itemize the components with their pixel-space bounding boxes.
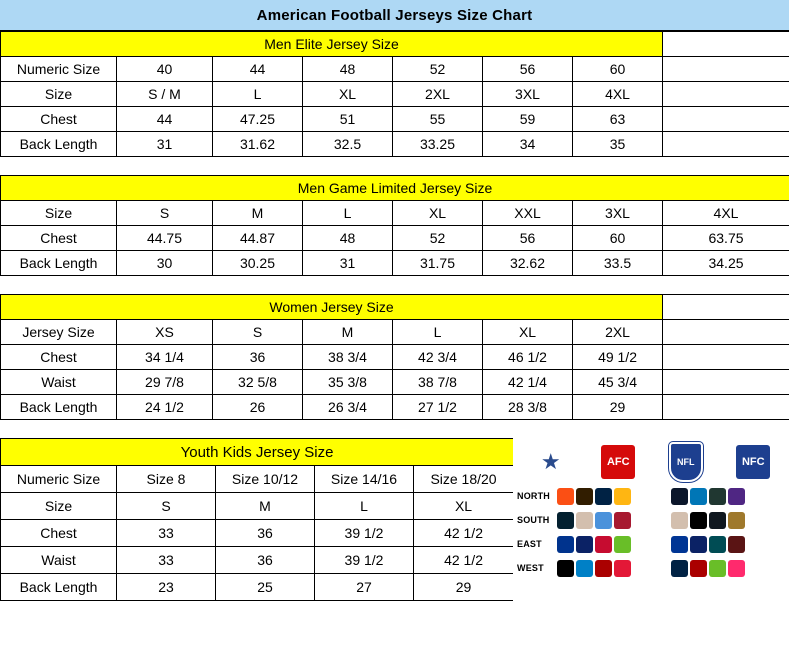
cell: 34 bbox=[483, 132, 573, 157]
filler-cell bbox=[663, 295, 789, 320]
cell: 56 bbox=[483, 226, 573, 251]
section-heading-men-game-limited: Men Game Limited Jersey Size bbox=[1, 176, 789, 201]
cell: L bbox=[213, 82, 303, 107]
conference-header-row bbox=[517, 442, 787, 482]
nfc-south-teams bbox=[671, 512, 779, 529]
team-logo-icon bbox=[557, 536, 574, 553]
team-logo-icon bbox=[709, 512, 726, 529]
afc-south-teams bbox=[557, 512, 665, 529]
cell: 38 3/4 bbox=[303, 345, 393, 370]
section-spacer bbox=[0, 276, 789, 294]
division-label: WEST bbox=[517, 563, 544, 573]
team-logo-icon bbox=[709, 488, 726, 505]
cell: 42 3/4 bbox=[393, 345, 483, 370]
cell: 47.25 bbox=[213, 107, 303, 132]
filler-cell bbox=[663, 345, 789, 370]
table-row bbox=[1, 370, 789, 395]
table-row bbox=[1, 395, 789, 420]
section-spacer bbox=[0, 420, 789, 438]
cell: 32 5/8 bbox=[213, 370, 303, 395]
cell: 49 1/2 bbox=[573, 345, 663, 370]
women-table bbox=[0, 294, 789, 420]
filler-cell bbox=[663, 132, 789, 157]
cell: 30 bbox=[117, 251, 213, 276]
cell: XL bbox=[414, 493, 514, 520]
cell: 39 1/2 bbox=[315, 547, 414, 574]
cell: 23 bbox=[117, 574, 216, 601]
team-logo-icon bbox=[709, 536, 726, 553]
cell: 44.75 bbox=[117, 226, 213, 251]
filler-cell bbox=[663, 57, 789, 82]
team-logo-icon bbox=[671, 512, 688, 529]
row-label: Numeric Size bbox=[1, 57, 117, 82]
chart-title-bar bbox=[0, 0, 789, 31]
division-label: SOUTH bbox=[517, 515, 550, 525]
cell: 35 bbox=[573, 132, 663, 157]
cell: M bbox=[216, 493, 315, 520]
cell: 27 1/2 bbox=[393, 395, 483, 420]
cell: 29 7/8 bbox=[117, 370, 213, 395]
youth-kids-table bbox=[0, 438, 514, 601]
page-title: American Football Jerseys Size Chart bbox=[256, 6, 533, 24]
filler-cell bbox=[663, 32, 789, 57]
cell: 25 bbox=[216, 574, 315, 601]
cell: 4XL bbox=[573, 82, 663, 107]
team-logo-icon bbox=[576, 512, 593, 529]
section-heading-men-elite: Men Elite Jersey Size bbox=[1, 32, 663, 57]
cell: 42 1/4 bbox=[483, 370, 573, 395]
row-label: Numeric Size bbox=[1, 466, 117, 493]
cell: M bbox=[303, 320, 393, 345]
table-row bbox=[1, 82, 789, 107]
nfc-west-teams bbox=[671, 560, 779, 577]
cell: 26 3/4 bbox=[303, 395, 393, 420]
cell: 33.25 bbox=[393, 132, 483, 157]
section-spacer bbox=[0, 157, 789, 175]
cell: 32.62 bbox=[483, 251, 573, 276]
cell: 31.62 bbox=[213, 132, 303, 157]
team-logo-icon bbox=[671, 560, 688, 577]
table-row bbox=[1, 251, 789, 276]
cell: 35 3/8 bbox=[303, 370, 393, 395]
cell: 24 1/2 bbox=[117, 395, 213, 420]
cell: 44 bbox=[117, 107, 213, 132]
division-label: NORTH bbox=[517, 491, 550, 501]
cell: 39 1/2 bbox=[315, 520, 414, 547]
team-logo-icon bbox=[709, 560, 726, 577]
cell: 28 3/8 bbox=[483, 395, 573, 420]
table-row bbox=[1, 466, 514, 493]
table-row bbox=[1, 201, 789, 226]
filler-cell bbox=[663, 82, 789, 107]
row-label: Back Length bbox=[1, 574, 117, 601]
nfc-north-teams bbox=[671, 488, 779, 505]
filler-cell bbox=[663, 320, 789, 345]
afc-logo-icon: AFC bbox=[601, 445, 635, 479]
cell: 26 bbox=[213, 395, 303, 420]
youth-table-wrapper bbox=[0, 438, 513, 601]
filler-cell bbox=[663, 370, 789, 395]
team-logo-icon bbox=[690, 536, 707, 553]
team-logo-icon bbox=[728, 488, 745, 505]
nfc-east-teams bbox=[671, 536, 779, 553]
table-row bbox=[1, 132, 789, 157]
table-row bbox=[1, 345, 789, 370]
team-logo-icon bbox=[576, 488, 593, 505]
cell: Size 14/16 bbox=[315, 466, 414, 493]
row-label: Chest bbox=[1, 226, 117, 251]
cell: 29 bbox=[573, 395, 663, 420]
row-label: Chest bbox=[1, 107, 117, 132]
cell: 34 1/4 bbox=[117, 345, 213, 370]
cell: 33.5 bbox=[573, 251, 663, 276]
afc-north-teams bbox=[557, 488, 665, 505]
cell: 40 bbox=[117, 57, 213, 82]
cell: Size 10/12 bbox=[216, 466, 315, 493]
team-logo-icon bbox=[595, 560, 612, 577]
afc-west-teams bbox=[557, 560, 665, 577]
cell: 48 bbox=[303, 226, 393, 251]
cell: 33 bbox=[117, 520, 216, 547]
afc-east-teams bbox=[557, 536, 665, 553]
cell: 36 bbox=[213, 345, 303, 370]
team-logo-icon bbox=[671, 488, 688, 505]
division-row-north bbox=[517, 484, 787, 508]
filler-cell bbox=[663, 395, 789, 420]
nfl-logos-wrap bbox=[513, 438, 789, 582]
team-logo-icon bbox=[576, 560, 593, 577]
row-label: Size bbox=[1, 201, 117, 226]
team-logo-icon bbox=[614, 536, 631, 553]
nfl-shield-icon: NFL bbox=[669, 442, 703, 482]
cell: 56 bbox=[483, 57, 573, 82]
cell: 60 bbox=[573, 57, 663, 82]
team-logo-icon bbox=[614, 488, 631, 505]
team-logo-icon bbox=[671, 536, 688, 553]
division-label: EAST bbox=[517, 539, 542, 549]
cell: XXL bbox=[483, 201, 573, 226]
row-label: Waist bbox=[1, 547, 117, 574]
cell: S / M bbox=[117, 82, 213, 107]
team-logo-icon bbox=[557, 512, 574, 529]
team-logo-icon bbox=[728, 512, 745, 529]
cell: S bbox=[117, 201, 213, 226]
cell: 60 bbox=[573, 226, 663, 251]
cell: 33 bbox=[117, 547, 216, 574]
cell: Size 8 bbox=[117, 466, 216, 493]
cell: 42 1/2 bbox=[414, 547, 514, 574]
division-row-south bbox=[517, 508, 787, 532]
cell: 4XL bbox=[663, 201, 789, 226]
table-row bbox=[1, 32, 789, 57]
cell: 52 bbox=[393, 57, 483, 82]
section-heading-women: Women Jersey Size bbox=[1, 295, 663, 320]
team-logo-icon bbox=[595, 536, 612, 553]
cell: S bbox=[117, 493, 216, 520]
cell: 48 bbox=[303, 57, 393, 82]
cell: 29 bbox=[414, 574, 514, 601]
cell: 42 1/2 bbox=[414, 520, 514, 547]
cell: 31.75 bbox=[393, 251, 483, 276]
cell: 59 bbox=[483, 107, 573, 132]
cell: 32.5 bbox=[303, 132, 393, 157]
row-label: Waist bbox=[1, 370, 117, 395]
cell: 2XL bbox=[573, 320, 663, 345]
row-label: Chest bbox=[1, 345, 117, 370]
cell: 36 bbox=[216, 520, 315, 547]
star-icon: ★ bbox=[540, 449, 561, 474]
cell: XS bbox=[117, 320, 213, 345]
table-row bbox=[1, 57, 789, 82]
cell: 55 bbox=[393, 107, 483, 132]
row-label: Size bbox=[1, 82, 117, 107]
row-label: Back Length bbox=[1, 132, 117, 157]
table-row bbox=[1, 547, 514, 574]
table-row bbox=[1, 176, 789, 201]
cell: 46 1/2 bbox=[483, 345, 573, 370]
cell: 2XL bbox=[393, 82, 483, 107]
cell: 51 bbox=[303, 107, 393, 132]
cell: L bbox=[303, 201, 393, 226]
team-logo-icon bbox=[690, 488, 707, 505]
cell: 44 bbox=[213, 57, 303, 82]
section-heading-youth: Youth Kids Jersey Size bbox=[1, 439, 514, 466]
cell: 63.75 bbox=[663, 226, 789, 251]
nfc-logo-icon: NFC bbox=[736, 445, 770, 479]
table-row bbox=[1, 574, 514, 601]
division-row-east bbox=[517, 532, 787, 556]
cell: 31 bbox=[303, 251, 393, 276]
cell: L bbox=[315, 493, 414, 520]
cell: 3XL bbox=[573, 201, 663, 226]
row-label: Back Length bbox=[1, 251, 117, 276]
team-logo-icon bbox=[690, 512, 707, 529]
nfl-team-logos-panel bbox=[513, 438, 789, 601]
cell: Size 18/20 bbox=[414, 466, 514, 493]
team-logo-icon bbox=[614, 560, 631, 577]
cell: 3XL bbox=[483, 82, 573, 107]
team-logo-icon bbox=[557, 488, 574, 505]
division-row-west bbox=[517, 556, 787, 580]
team-logo-icon bbox=[728, 560, 745, 577]
cell: L bbox=[393, 320, 483, 345]
team-logo-icon bbox=[595, 512, 612, 529]
team-logo-icon bbox=[557, 560, 574, 577]
cell: 52 bbox=[393, 226, 483, 251]
cell: XL bbox=[303, 82, 393, 107]
cell: M bbox=[213, 201, 303, 226]
cell: 38 7/8 bbox=[393, 370, 483, 395]
table-row bbox=[1, 107, 789, 132]
cell: 44.87 bbox=[213, 226, 303, 251]
table-row bbox=[1, 320, 789, 345]
cell: 36 bbox=[216, 547, 315, 574]
cell: XL bbox=[483, 320, 573, 345]
cell: 45 3/4 bbox=[573, 370, 663, 395]
cell: 27 bbox=[315, 574, 414, 601]
team-logo-icon bbox=[576, 536, 593, 553]
table-row bbox=[1, 439, 514, 466]
cell: 63 bbox=[573, 107, 663, 132]
row-label: Chest bbox=[1, 520, 117, 547]
row-label: Jersey Size bbox=[1, 320, 117, 345]
cell: XL bbox=[393, 201, 483, 226]
men-elite-table bbox=[0, 31, 789, 157]
team-logo-icon bbox=[728, 536, 745, 553]
row-label: Back Length bbox=[1, 395, 117, 420]
cell: S bbox=[213, 320, 303, 345]
table-row bbox=[1, 493, 514, 520]
cell: 30.25 bbox=[213, 251, 303, 276]
table-row bbox=[1, 226, 789, 251]
team-logo-icon bbox=[595, 488, 612, 505]
table-row bbox=[1, 520, 514, 547]
filler-cell bbox=[663, 107, 789, 132]
table-row bbox=[1, 295, 789, 320]
bottom-section bbox=[0, 438, 789, 601]
team-logo-icon bbox=[690, 560, 707, 577]
cell: 34.25 bbox=[663, 251, 789, 276]
cell: 31 bbox=[117, 132, 213, 157]
team-logo-icon bbox=[614, 512, 631, 529]
row-label: Size bbox=[1, 493, 117, 520]
men-game-limited-table bbox=[0, 175, 789, 276]
